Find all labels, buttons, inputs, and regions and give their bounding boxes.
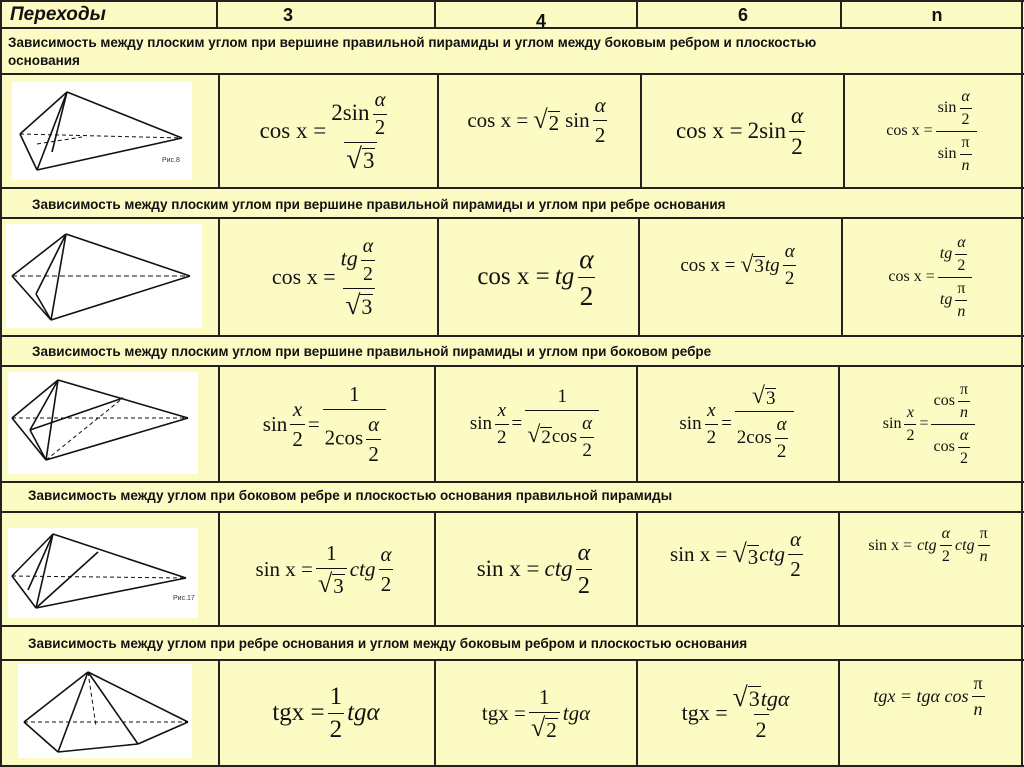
argument-numerator: α (961, 87, 970, 105)
row-title: Зависимость между углом при ребре основания и углом между боковым ребром и плоскостью основания (28, 636, 748, 651)
formula-cell (638, 513, 838, 625)
formula-lhs: cos x = (467, 108, 529, 132)
formula (477, 243, 598, 312)
pyramid-figure (8, 372, 198, 474)
formula-cell (439, 75, 639, 187)
function-name: sin (565, 108, 590, 132)
function-name: tg (554, 263, 575, 290)
formula-lhs: tgx = (272, 699, 325, 726)
argument-denominator: n (978, 545, 990, 566)
argument-denominator: 2 (366, 439, 381, 467)
formula: tgx = 1 √ 2 tgα (481, 684, 591, 742)
pyramid-figure (18, 664, 192, 758)
lhs-denominator: 2 (290, 424, 305, 452)
numerator-fn: sin (342, 99, 370, 125)
rhs-denominator-root: 2 (541, 426, 551, 448)
coefficient-numerator: 1 (326, 540, 337, 565)
formula-lhs: cos x = (271, 264, 336, 289)
numerator-root: 3 (748, 686, 760, 712)
denominator-root: 3 (361, 293, 373, 319)
row-divider (0, 481, 1024, 483)
formula-lhs: cos x = (259, 118, 327, 143)
argument-denominator: n (972, 696, 985, 720)
coefficient-root: 2 (548, 110, 560, 135)
formula-cell (220, 513, 432, 625)
formula: sin $\frac{x}{2}$ = 1 √ 2 cos $\frac{\alpha}{2}$ (470, 386, 602, 462)
formula-cell (843, 219, 1021, 335)
formula-lhs: sin x = (476, 556, 540, 581)
argument-numerator: α (582, 413, 593, 434)
argument-numerator: α (579, 242, 594, 274)
formula-cell (840, 661, 1021, 765)
formula (272, 683, 379, 744)
lhs-numerator: x (906, 403, 914, 421)
formula-lhs: sin x = (868, 536, 913, 554)
formula-cell (220, 75, 435, 187)
pyramid-figure (8, 528, 198, 618)
rhs-denominator-fn: cos (933, 437, 955, 455)
function-name: ctg (544, 556, 573, 581)
denominator: 2 (754, 714, 769, 743)
row-divider (0, 335, 1024, 337)
formula (676, 103, 808, 160)
rhs-denominator-coef: 2 (324, 424, 336, 449)
lhs-numerator: x (292, 396, 303, 421)
formula-cell (436, 513, 636, 625)
argument-denominator: 2 (379, 569, 394, 597)
col-divider (1021, 0, 1023, 767)
formula-cell (840, 513, 1021, 625)
denominator-fn: tg (939, 290, 953, 308)
formula (886, 88, 979, 175)
argument-numerator: α (789, 527, 801, 551)
formula-cell (436, 661, 636, 765)
argument-numerator: α (368, 411, 380, 436)
row-divider (0, 625, 1024, 627)
formula-lhs: tgx = tgα cos (873, 686, 969, 706)
argument-numerator: π (961, 133, 970, 151)
formula: sin $\frac{x}{2}$ = cos $\frac{\pi}{n}$ cos $\frac{\alpha}{2}$ (883, 381, 978, 468)
formula-lhs: cos x = (477, 263, 550, 290)
lhs-denominator: 2 (495, 424, 509, 449)
rhs-numerator: 1 (557, 386, 567, 407)
row-divider (0, 0, 1024, 2)
formula: sin $\frac{x}{2}$ = √ 3 2cos $\frac{\alpha}{2}$ (679, 385, 796, 463)
formula-cell (220, 367, 432, 481)
numerator-fn: tg (939, 244, 953, 262)
rhs-numerator-root: 3 (765, 387, 776, 409)
formula-lhs: tgx = (681, 700, 728, 725)
formula: cos x = 2sin $\frac{\alpha}{2}$ √ 3 (259, 88, 386, 175)
header-col-4: 4 (535, 10, 546, 31)
formula-cell (638, 661, 838, 765)
formula (868, 525, 992, 566)
row-title: Зависимость между плоским углом при вершине правильной пирамиды и углом между боковым ребром и плоскостью основания (8, 35, 817, 68)
coefficient-numerator: 1 (539, 684, 550, 709)
formula-lhs: cos x = (675, 118, 743, 143)
argument-denominator: n (960, 154, 972, 175)
argument-numerator: α (594, 93, 606, 117)
argument-numerator: α (957, 233, 966, 251)
pyramid-figure (6, 224, 202, 328)
formula: sin x = √ 3 ctg $\frac{\alpha}{2}$ (670, 527, 801, 581)
formula-cell (840, 367, 1021, 481)
rhs-numerator: 1 (349, 381, 360, 406)
formula: cos x = √ 3 tg $\frac{\alpha}{2}$ (680, 241, 795, 289)
formula-cell (640, 219, 840, 335)
row-title: Зависимость между углом при боковом ребре и плоскостью основания правильной пирамиды (28, 488, 673, 503)
formula-lhs: cos x = (886, 122, 933, 139)
function-name: tgα (347, 699, 380, 726)
lhs-fn: sin (882, 415, 902, 432)
formula-cell (439, 219, 637, 335)
argument-numerator: α (362, 234, 374, 257)
argument-denominator: 2 (960, 108, 972, 129)
header-col-n: n (931, 4, 943, 25)
formula-cell (436, 367, 636, 481)
formula: cos x = √ 2 sin $\frac{\alpha}{2}$ (467, 93, 606, 147)
function-name: tg (764, 254, 780, 276)
function-name-2: ctg (955, 536, 975, 554)
argument-numerator: α (959, 426, 969, 444)
argument-numerator: π (957, 279, 966, 297)
formula-cell (220, 661, 432, 765)
lhs-numerator: x (707, 399, 716, 421)
argument-denominator: n (958, 401, 970, 422)
argument-denominator: 2 (788, 554, 803, 582)
formula-cell (638, 367, 838, 481)
argument-denominator: 2 (783, 265, 797, 290)
argument-denominator: 2 (576, 569, 592, 600)
argument-denominator: n (955, 300, 967, 321)
function-name: ctg (917, 536, 937, 554)
lhs-denominator: 2 (904, 424, 916, 445)
formula (873, 673, 987, 720)
denominator-fn: sin (937, 144, 957, 162)
figure-caption: Рис.8 (162, 157, 180, 164)
function-name: ctg (759, 542, 785, 566)
lhs-fn: sin (469, 413, 493, 434)
header-transitions: Переходы (10, 4, 106, 25)
coefficient: 2 (747, 118, 760, 143)
argument-denominator: 2 (789, 131, 805, 160)
header-col-3: 3 (282, 4, 293, 25)
formula-lhs: sin x = (255, 556, 313, 581)
formula: sin $\frac{x}{2}$ = 1 2cos $\frac{\alpha}{2}$ (263, 382, 389, 467)
figure-caption: Рис.17 (173, 595, 195, 602)
numerator-fn: tgα (760, 686, 790, 711)
formula (477, 539, 596, 600)
argument-denominator: 2 (955, 254, 967, 275)
header-col-6: 6 (737, 4, 748, 25)
coefficient-root: 3 (754, 256, 764, 278)
coefficient-denominator: 2 (328, 713, 345, 744)
formula (888, 234, 975, 321)
numerator-fn: sin (937, 98, 957, 116)
argument-numerator: α (577, 538, 591, 566)
formula-lhs: tgx = (481, 700, 526, 725)
formula-cell (220, 219, 435, 335)
argument-denominator: 2 (373, 114, 387, 140)
formula: sin x = 1 √ 3 ctg $\frac{\alpha}{2}$ (255, 540, 392, 598)
formula-cell (845, 75, 1021, 187)
function-name: ctg (349, 556, 376, 581)
argument-numerator: π (979, 525, 988, 542)
lhs-denominator: 2 (705, 424, 719, 449)
argument-numerator: π (959, 380, 969, 398)
row-title: Зависимость между плоским углом при вершине правильной пирамиды и углом при боковом ребре (32, 344, 712, 359)
denominator-root: 3 (362, 148, 375, 174)
formula: cos x = tg $\frac{\alpha}{2}$ √ 3 (272, 235, 383, 320)
argument-denominator: 2 (958, 447, 970, 468)
argument-numerator: α (380, 541, 392, 566)
argument-denominator: 2 (775, 438, 789, 463)
argument-denominator: 2 (578, 277, 596, 312)
argument-numerator: α (941, 525, 951, 542)
argument-denominator: 2 (593, 120, 608, 148)
rhs-denominator-fn: cos (551, 425, 578, 447)
argument-denominator: 2 (361, 260, 375, 286)
coefficient-denominator-root: 2 (546, 717, 557, 742)
function-name: sin (759, 118, 786, 143)
argument-numerator: α (784, 241, 795, 262)
argument-denominator: 2 (940, 545, 952, 566)
coefficient-numerator: 1 (329, 682, 343, 710)
rhs-denominator-coef: 2 (736, 426, 747, 448)
formula-lhs: cos x = (888, 268, 935, 285)
lhs-fn: sin (679, 413, 702, 434)
argument-numerator: α (374, 88, 386, 111)
rhs-denominator-fn: cos (335, 424, 364, 449)
numerator-fn: tg (340, 245, 358, 271)
function-name: tgα (562, 700, 591, 725)
formula-lhs: cos x = (680, 254, 736, 276)
formula-lhs: sin x = (670, 542, 728, 566)
coefficient-denominator-root: 3 (333, 573, 344, 598)
coefficient-root: 3 (747, 544, 759, 569)
argument-numerator: α (776, 414, 787, 435)
row-title: Зависимость между плоским углом при вершине правильной пирамиды и углом при ребре основания (32, 197, 726, 212)
argument-denominator: 2 (580, 437, 594, 462)
lhs-fn: sin (262, 411, 288, 436)
pyramid-figure (12, 82, 192, 180)
rhs-numerator-fn: cos (933, 391, 955, 409)
lhs-numerator: x (497, 399, 507, 421)
row-divider (0, 187, 1024, 189)
argument-numerator: α (790, 102, 804, 128)
argument-numerator: π (973, 673, 983, 693)
formula-cell (642, 75, 842, 187)
formula: tgx = √ 3 tgα 2 (681, 681, 790, 742)
col-divider (0, 0, 2, 767)
rhs-denominator-fn: cos (746, 426, 772, 448)
numerator-coef: 2 (331, 99, 343, 125)
